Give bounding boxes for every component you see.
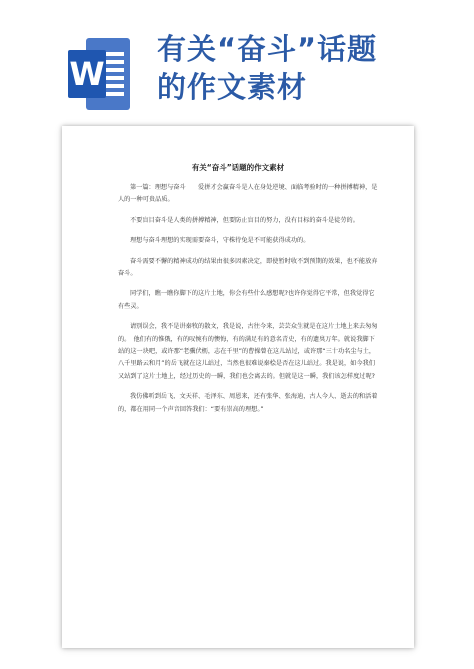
paragraph: 我仿佛听到岳飞、文天祥、毛泽东、周恩来，还有张华、张海迪，古人今人、逝去的和活着的，都在用同一个声音回答我们：“要有崇高的理想。” <box>118 393 378 413</box>
paragraph: 不要盲目奋斗是人类的拼搏精神，但要防止盲目的努力，没有目标的奋斗是徒劳的。 <box>130 216 359 224</box>
document-body <box>118 182 380 424</box>
paragraph: 理想与奋斗理想的实现需要奋斗，守株待兔是不可能获得成功的。 <box>130 237 310 245</box>
word-doc-icon <box>68 38 130 110</box>
header-banner <box>0 0 474 120</box>
word-icon-letter: W <box>68 50 106 98</box>
paragraph: 请别误会，我不是讲秦牧的散文，我是说，古往今来，芸芸众生就是在这片土地上来去匆匆的。 他们有的惟俄，有的叹惋有的懊悔，有的满足有的意名青史，有的遗臭万年。就说我脚下站的这一块吧，或许那“老骥伏枥，志在千里”的曹操曾在这儿站过，或许那“三十功名尘与土，八千里路云和月”的岳飞就在这儿站过，当然也很难说秦桧是否在这儿站过。我是说，如今我们又站到了这片土地上，经过历史的一瞬，我们也会离去的。但就是这一瞬，我们该怎样度过呢? <box>118 323 378 380</box>
document-page <box>62 126 414 648</box>
paragraph: 第一篇：理想与奋斗 爱拼才会赢奋斗是人在身处逆境、面临考验时的一种拼搏精神，是人的一种可贵品质。 <box>118 184 378 204</box>
document-title: 有关“奋斗”话题的作文素材 <box>191 163 285 172</box>
paragraph: 奋斗需要不懈的精神成功的结果由很多因素决定，即使暂时收不到预期的效果，也不能放弃奋斗。 <box>118 257 378 278</box>
banner-title <box>157 30 457 106</box>
paragraph: 同学们，瞧一瞧你脚下的这片土地，你会有些什么感想呢?也许你觉得它平常，但我觉得它有些灵。 <box>118 290 375 310</box>
banner-title-line2: 的作文素材 <box>157 70 308 104</box>
banner-title-line1: 有关“奋斗”话题 <box>157 32 378 66</box>
